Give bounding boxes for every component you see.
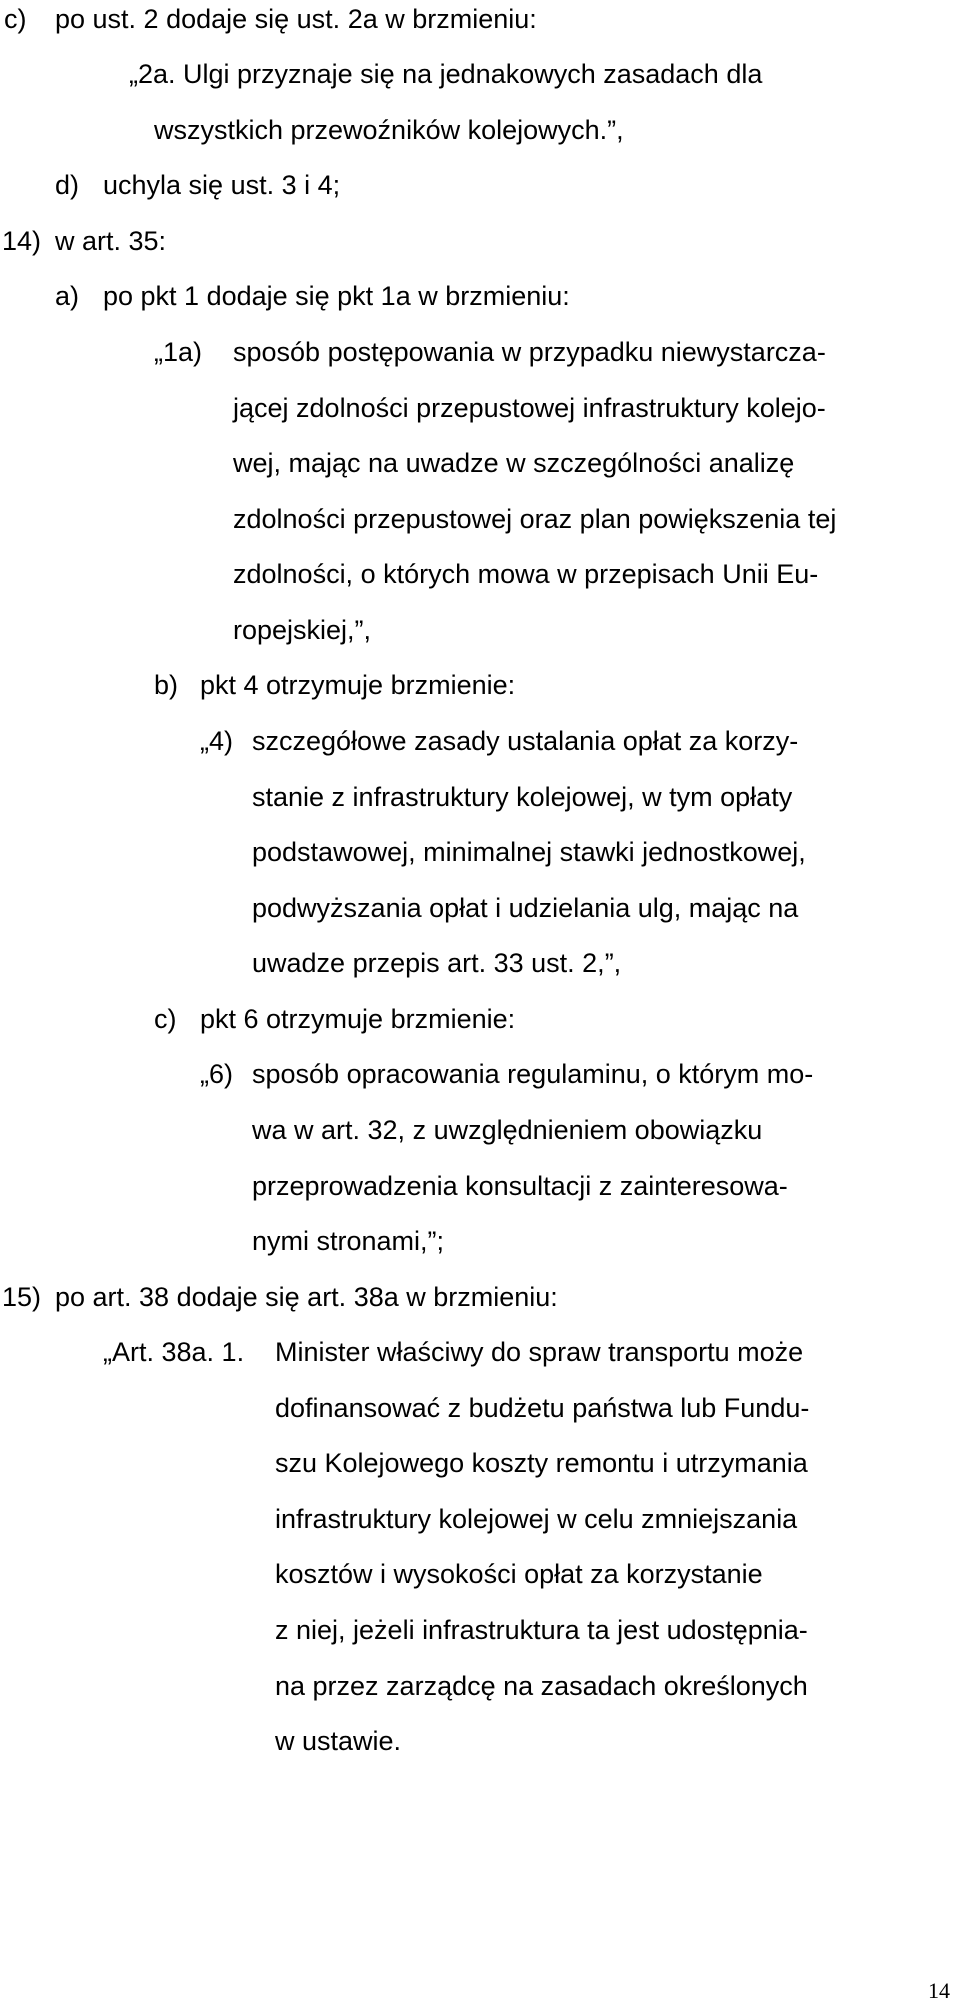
text-line: po pkt 1 dodaje się pkt 1a w brzmieniu: xyxy=(103,281,570,311)
list-marker: 14) xyxy=(2,226,42,256)
text-line: szu Kolejowego koszty remontu i utrzymania xyxy=(275,1448,808,1478)
text-line: wszystkich przewoźników kolejowych.”, xyxy=(154,115,624,145)
text-line: sposób postępowania w przypadku niewystarcza- xyxy=(233,337,826,367)
list-marker: a) xyxy=(55,281,80,311)
list-marker: „4) xyxy=(200,726,233,756)
text-line: z niej, jeżeli infrastruktura ta jest udostępnia- xyxy=(275,1615,808,1645)
text-line: w art. 35: xyxy=(55,226,167,256)
list-marker: b) xyxy=(154,670,179,700)
text-line: sposób opracowania regulaminu, o którym mo- xyxy=(252,1059,814,1089)
list-marker: d) xyxy=(55,170,80,200)
text-line: jącej zdolności przepustowej infrastruktury kolejo- xyxy=(233,393,826,423)
list-marker: „1a) xyxy=(154,337,203,367)
text-line: „2a. Ulgi przyznaje się na jednakowych zasadach dla xyxy=(129,59,763,89)
text-line: podstawowej, minimalnej stawki jednostkowej, xyxy=(252,837,806,867)
text-line: wa w art. 32, z uwzględnieniem obowiązku xyxy=(252,1115,763,1145)
text-line: nymi stronami,”; xyxy=(252,1226,445,1256)
list-marker: c) xyxy=(4,4,27,34)
text-line: pkt 4 otrzymuje brzmienie: xyxy=(200,670,516,700)
text-line: ropejskiej,”, xyxy=(233,615,372,645)
text-line: po ust. 2 dodaje się ust. 2a w brzmieniu: xyxy=(55,4,537,34)
text-line: Minister właściwy do spraw transportu może xyxy=(275,1337,804,1367)
text-line: przeprowadzenia konsultacji z zainteresowa- xyxy=(252,1171,788,1201)
list-marker: „6) xyxy=(200,1059,233,1089)
text-line: kosztów i wysokości opłat za korzystanie xyxy=(275,1559,763,1589)
text-line: podwyższania opłat i udzielania ulg, mając na xyxy=(252,893,799,923)
list-marker: c) xyxy=(154,1004,177,1034)
text-line: infrastruktury kolejowej w celu zmniejszania xyxy=(275,1504,798,1534)
text-line: uchyla się ust. 3 i 4; xyxy=(103,170,341,200)
text-line: wej, mając na uwadze w szczególności analizę xyxy=(233,448,795,478)
list-marker: 15) xyxy=(2,1282,42,1312)
page-number: 14 xyxy=(928,1978,950,2003)
text-line: na przez zarządcę na zasadach określonych xyxy=(275,1671,808,1701)
text-line: uwadze przepis art. 33 ust. 2,”, xyxy=(252,948,622,978)
text-line: dofinansować z budżetu państwa lub Fundu- xyxy=(275,1393,810,1423)
text-line: stanie z infrastruktury kolejowej, w tym opłaty xyxy=(252,782,793,812)
text-line: zdolności, o których mowa w przepisach Unii Eu- xyxy=(233,559,819,589)
text-line: w ustawie. xyxy=(275,1726,402,1756)
text-line: pkt 6 otrzymuje brzmienie: xyxy=(200,1004,516,1034)
text-line: po art. 38 dodaje się art. 38a w brzmieniu: xyxy=(55,1282,558,1312)
text-line: szczegółowe zasady ustalania opłat za korzy- xyxy=(252,726,799,756)
text-line: zdolności przepustowej oraz plan powiększenia tej xyxy=(233,504,837,534)
article-label: „Art. 38a. 1. xyxy=(103,1337,245,1367)
